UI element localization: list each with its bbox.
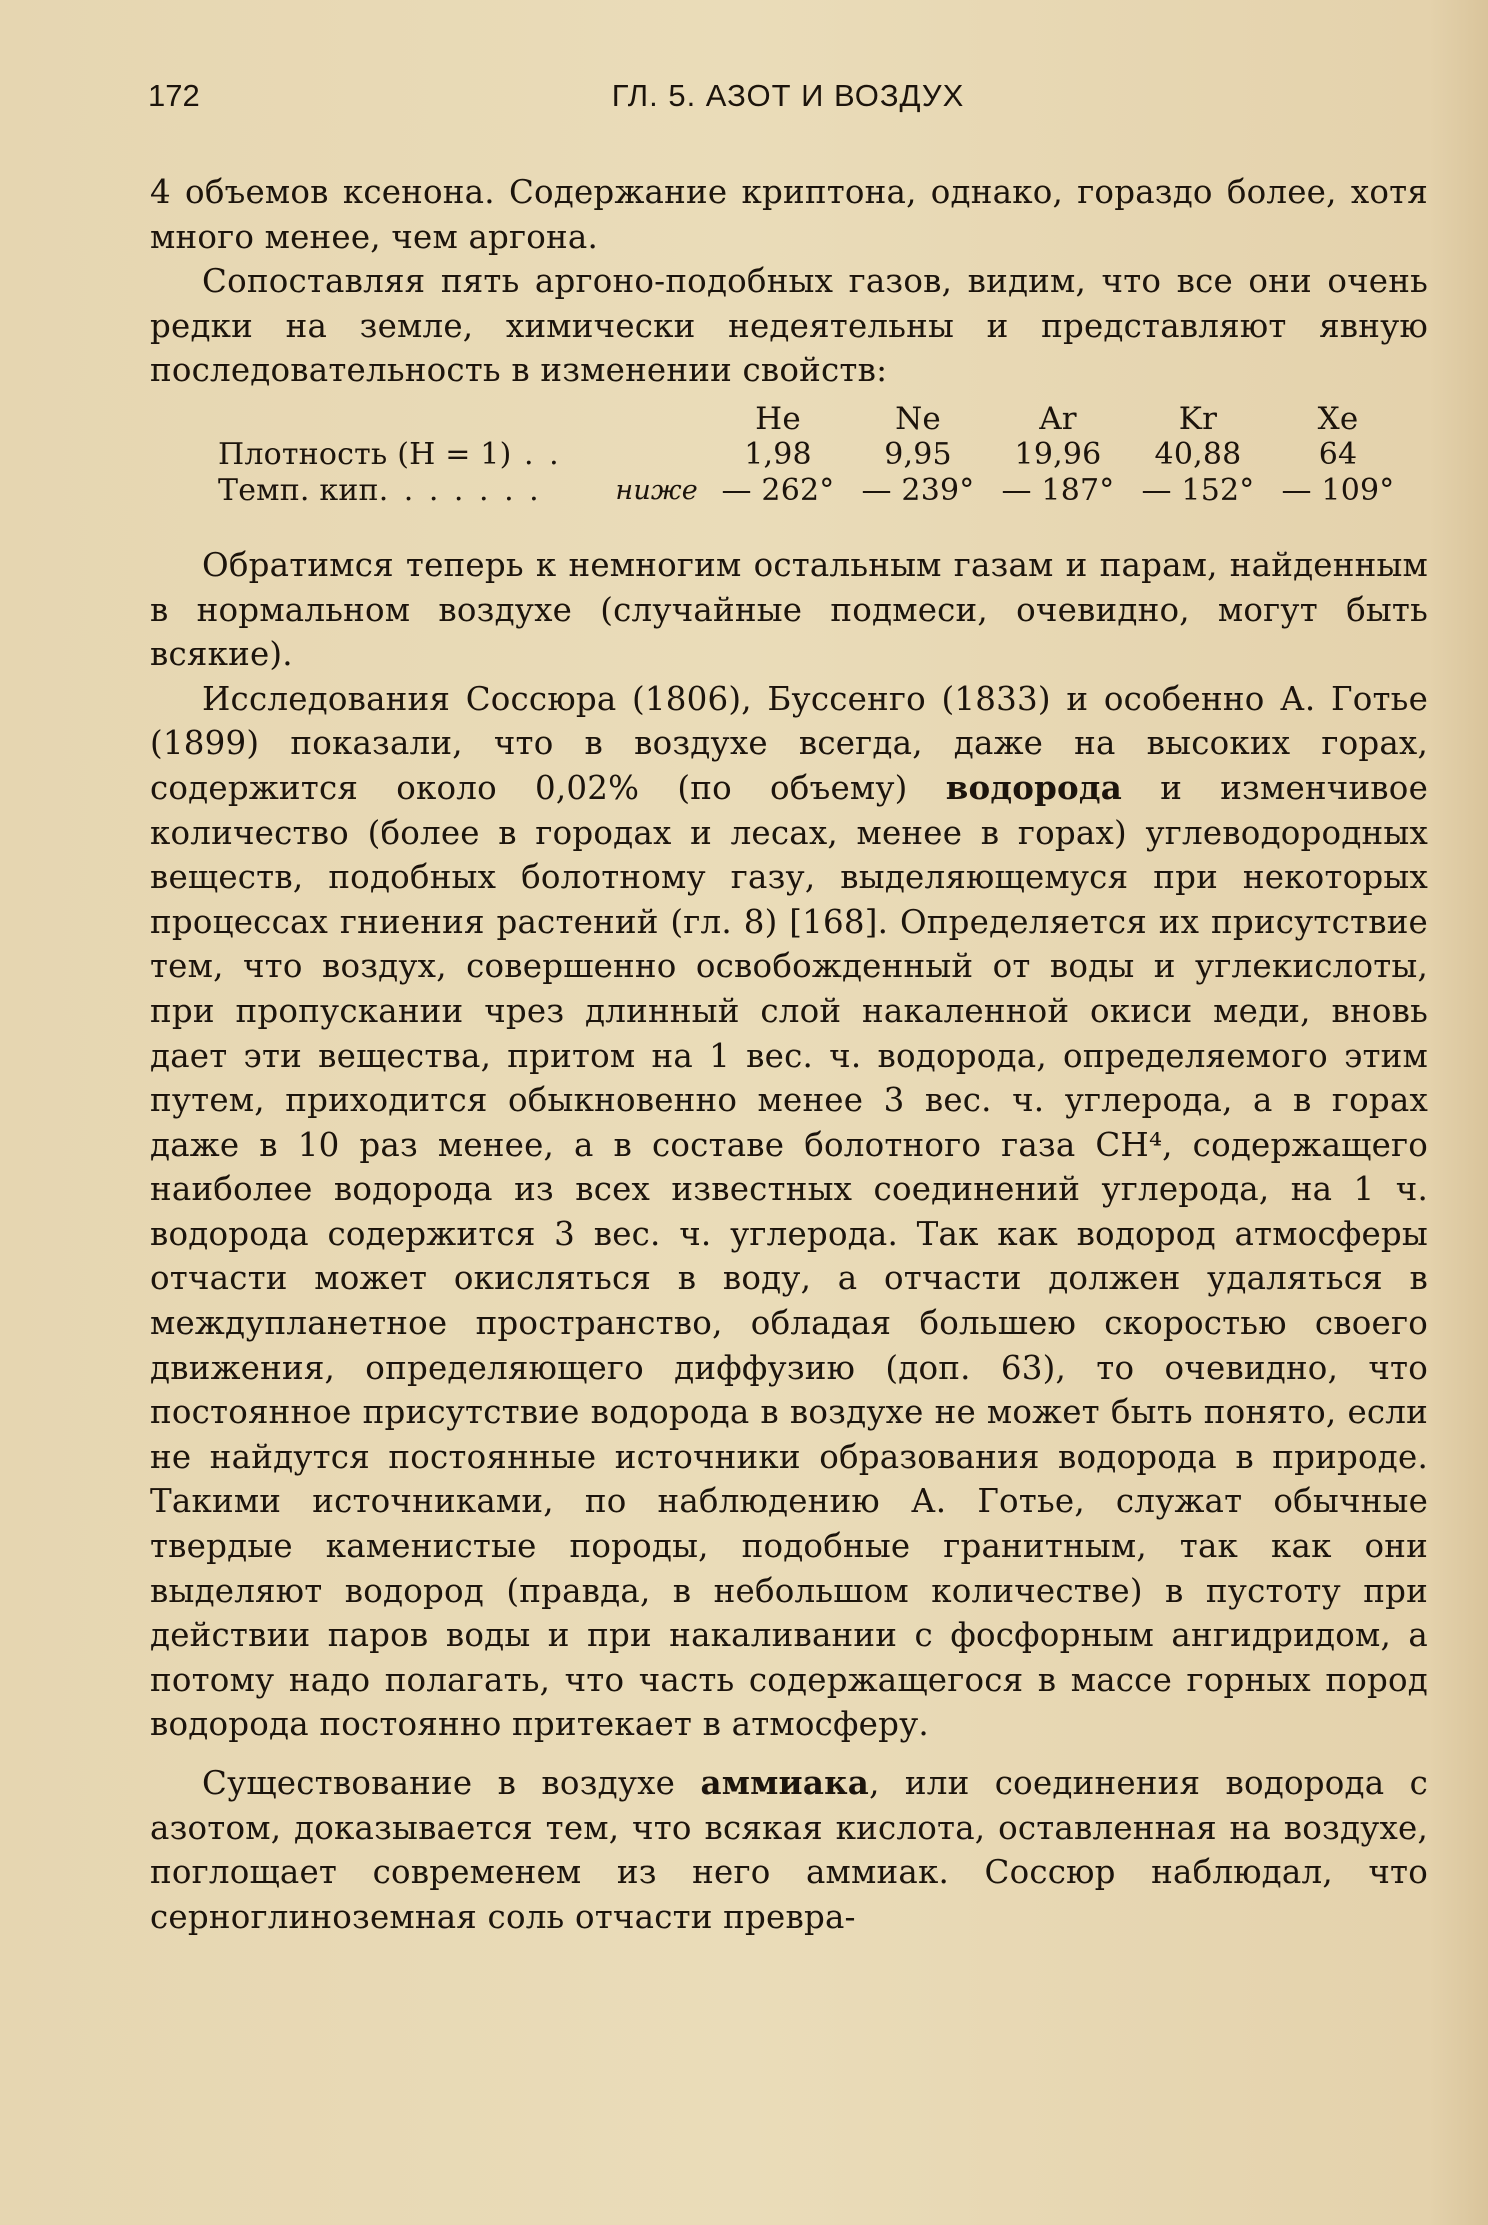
table-cell: 40,88 [1154,436,1242,472]
page-header [148,78,1428,128]
table-cell: — 152° [1141,472,1255,508]
table-cell: — 187° [1001,472,1115,508]
page-number: 172 [148,78,200,113]
table-cell: 9,95 [884,436,952,472]
table-cell: — 109° [1281,472,1395,508]
table-row-density [218,437,1408,473]
header-ne: Ne [895,400,941,437]
row-label-density: Плотность (H = 1) . . [218,436,562,472]
row-qualifier-density [583,437,708,473]
term-hydrogen: водорода [945,767,1123,807]
table-cell: 19,96 [1014,436,1102,472]
paragraph-1: 4 объемов ксенона. Содержание криптона, однако, гораздо более, хотя много менее, чем аргона. [150,173,1428,256]
header-kr: Kr [1178,400,1218,437]
table-cell: 64 [1318,436,1358,472]
header-ar: Ar [1039,400,1077,437]
row-qualifier-boiling-point: ниже [615,474,698,506]
term-ammonia: аммиака [700,1763,870,1802]
paragraph-5: Существование в воздухе аммиака, или соединения водорода с азотом, доказывается тем, что всякая кислота, оставленная на воздухе, поглощает современем из него аммиак. Соссюр наблюдал, что серноглиноземная соль отчасти превра- [150,1763,1428,1936]
running-title: ГЛ. 5. АЗОТ И ВОЗДУХ [611,78,965,113]
header-xe: Xe [1317,400,1359,437]
header-he: He [755,400,801,437]
row-label-boiling-point: Темп. кип. . . . . . . [218,472,542,508]
body-text [150,170,1428,1939]
paragraph-3: Обратимся теперь к немногим остальным газам и парам, найденным в нормальном воздухе (случайные подмеси, очевидно, могут быть всякие). [150,545,1428,674]
table-header-row [218,401,1408,437]
paragraph-4: Исследования Соссюра (1806), Буссенго (1833) и особенно А. Готье (1899) показали, что в воздухе всегда, даже на высоких горах, содержится около 0,02% (по объему) водорода и изменчивое количество (более в городах и лесах, менее в горах) углеводородных веществ, подобных болотному газу, выделяющемуся при некоторых процессах гниения растений (гл. 8) [168]. Определяется их присутствие тем, что воздух, совершенно освобожденный от воды и углекислоты, при пропускании чрез длинный слой накаленной окиси меди, вновь дает эти вещества, притом на 1 вес. ч. водорода, определяемого этим путем, приходится обыкновенно менее 3 вес. ч. углерода, а в горах даже в 10 раз менее, а в составе болотного газа CH⁴, содержащего наиболее водорода из всех известных соединений углерода, на 1 ч. водорода содержится 3 вес. ч. углерода. Так как водород атмосферы отчасти может окисляться в воду, а отчасти должен удаляться в междупланетное пространство, обладая большею скоростью своего движения, определяющего диффузию (доп. 63), то очевидно, что постоянное присутствие водорода в воздухе не может быть понято, если не найдутся постоянные источники образования водорода в природе. Такими источниками, по наблюдению А. Готье, служат обычные твердые каменистые породы, подобные гранитным, так как они выделяют водород (правда, в небольшом количестве) в пустоту при действии паров воды и при накаливании с фосфорным ангидридом, а потому надо полагать, что часть содержащегося в массе горных пород водорода постоянно притекает в атмосферу. [150,679,1428,1744]
noble-gas-properties-table [218,401,1408,509]
table-cell: 1,98 [744,436,812,472]
paragraph-2: Сопоставляя пять аргоно-подобных газов, видим, что все они очень редки на земле, химически недеятельны и представляют явную последовательность в изменении свойств: [150,262,1428,390]
table-row-boiling-point [218,473,1408,509]
table-cell: — 239° [861,472,975,508]
table-cell: — 262° [721,472,835,508]
